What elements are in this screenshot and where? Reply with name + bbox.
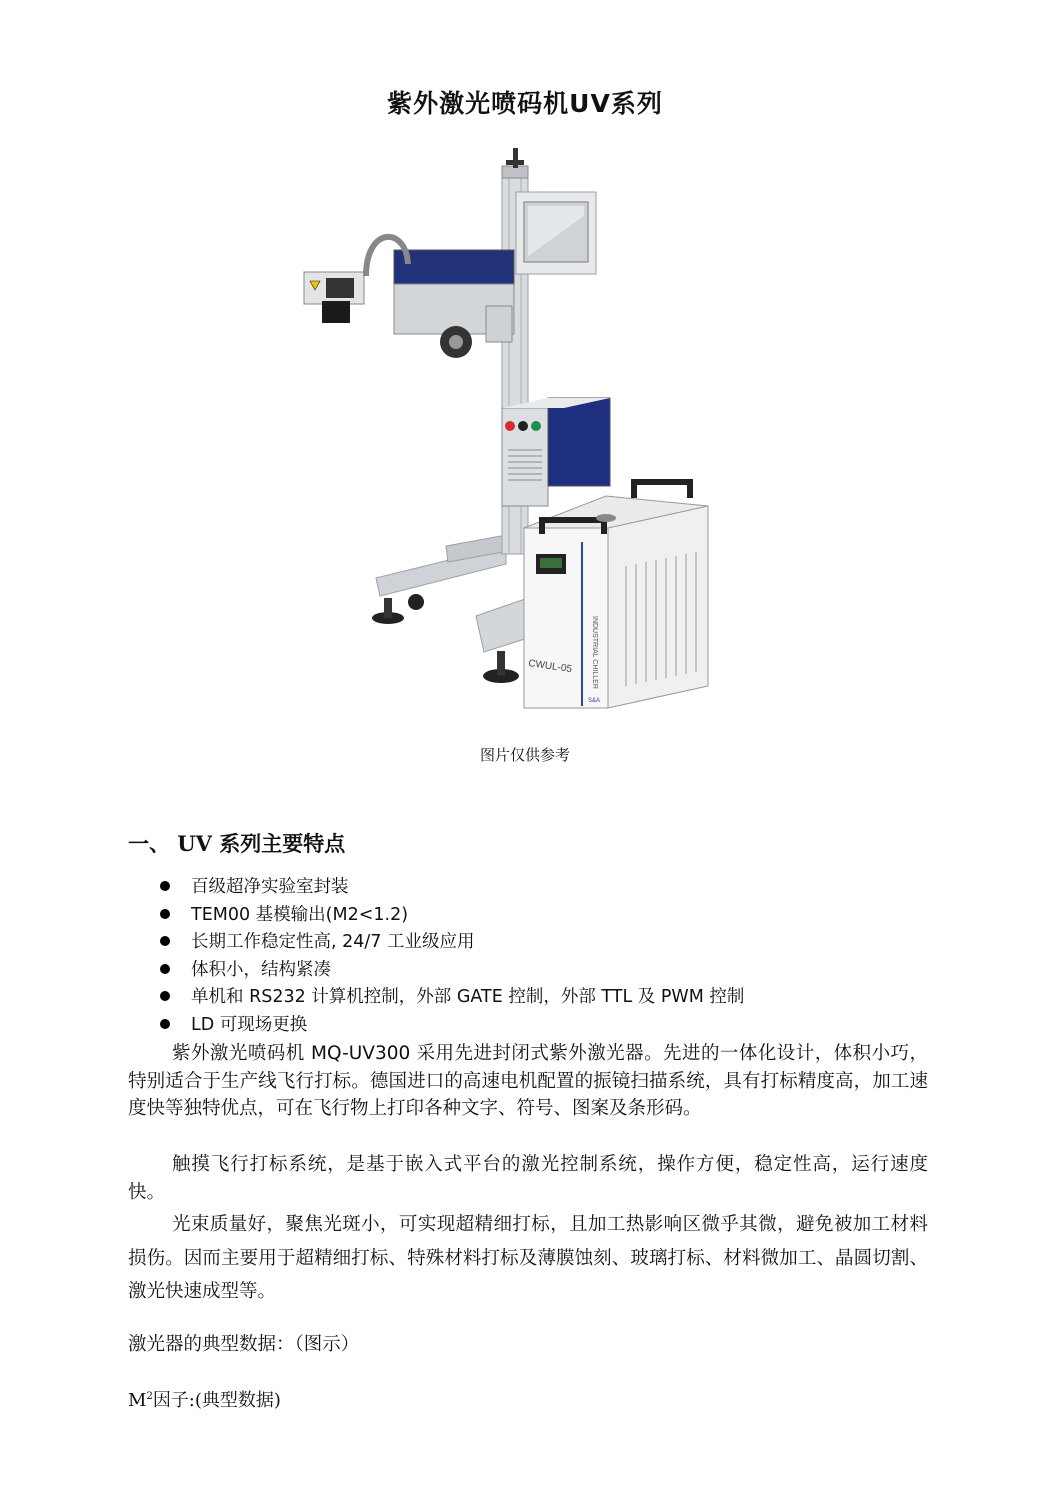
typical-data-label: 激光器的典型数据：（图示） (128, 1334, 360, 1355)
figure-caption: 图片仅供参考 (479, 746, 570, 764)
feature-text: 体积小，结构紧凑 (191, 959, 331, 980)
bullet-icon (160, 1019, 170, 1029)
feature-item (160, 957, 744, 985)
feature-list (160, 874, 744, 1039)
feature-item (160, 902, 744, 930)
galvo-head (304, 237, 514, 358)
feature-text: 百级超净实验室封装 (191, 877, 349, 897)
feature-item (160, 874, 744, 902)
feature-text: TEM00 基模输出(M2<1.2) (191, 904, 409, 925)
page-title: 紫外激光喷码机UV系列 (387, 89, 663, 118)
industrial-chiller (524, 482, 708, 708)
paragraph-beam-quality: 光束质量好，聚焦光斑小，可实现超精细打标，且加工热影响区微乎其微，避免被加工材料损伤。因而主要用于超精细打标、特殊材料打标及薄膜蚀刻、玻璃打标、材料微加工、晶圆切割、激光快速成型等。 (128, 1214, 928, 1302)
feature-item (160, 1012, 744, 1040)
paragraph-touch-system: 触摸飞行打标系统，是基于嵌入式平台的激光控制系统，操作方便，稳定性高，运行速度快。 (128, 1154, 928, 1203)
bullet-icon (160, 881, 170, 891)
m2-factor-label (128, 1386, 281, 1412)
bullet-icon (160, 991, 170, 1001)
chiller-side-label: INDUSTRIAL CHILLER (591, 616, 598, 689)
bullet-icon (160, 964, 170, 974)
m2-superscript: 2 (146, 1391, 153, 1402)
bullet-icon (160, 936, 170, 946)
feature-text: LD 可现场更换 (191, 1014, 308, 1035)
chiller-model-label: CWUL-05 (527, 658, 573, 676)
bullet-icon (160, 909, 170, 919)
feature-text: 单机和 RS232 计算机控制，外部 GATE 控制，外部 TTL 及 PWM 控制 (191, 987, 745, 1007)
feature-text: 长期工作稳定性高, 24/7 工业级应用 (191, 932, 475, 952)
m2-base: M (128, 1390, 147, 1411)
feature-item (160, 984, 744, 1012)
laser-marking-machine-photo (296, 146, 716, 716)
controller-box (502, 398, 610, 506)
touch-screen (516, 192, 596, 274)
paragraph-intro: 紫外激光喷码机 MQ-UV300 采用先进封闭式紫外激光器。先进的一体化设计，体积小巧，特别适合于生产线飞行打标。德国进口的高速电机配置的振镜扫描系统，具有打标精度高，加工速度快等独特优点，可在飞行物上打印各种文字、符号、图案及条形码。 (128, 1043, 928, 1120)
m2-rest: 因子:(典型数据) (152, 1390, 281, 1411)
feature-item (160, 929, 744, 957)
section-heading: 一、 UV 系列主要特点 (128, 831, 346, 856)
chiller-brand-label: S&A (588, 698, 601, 704)
